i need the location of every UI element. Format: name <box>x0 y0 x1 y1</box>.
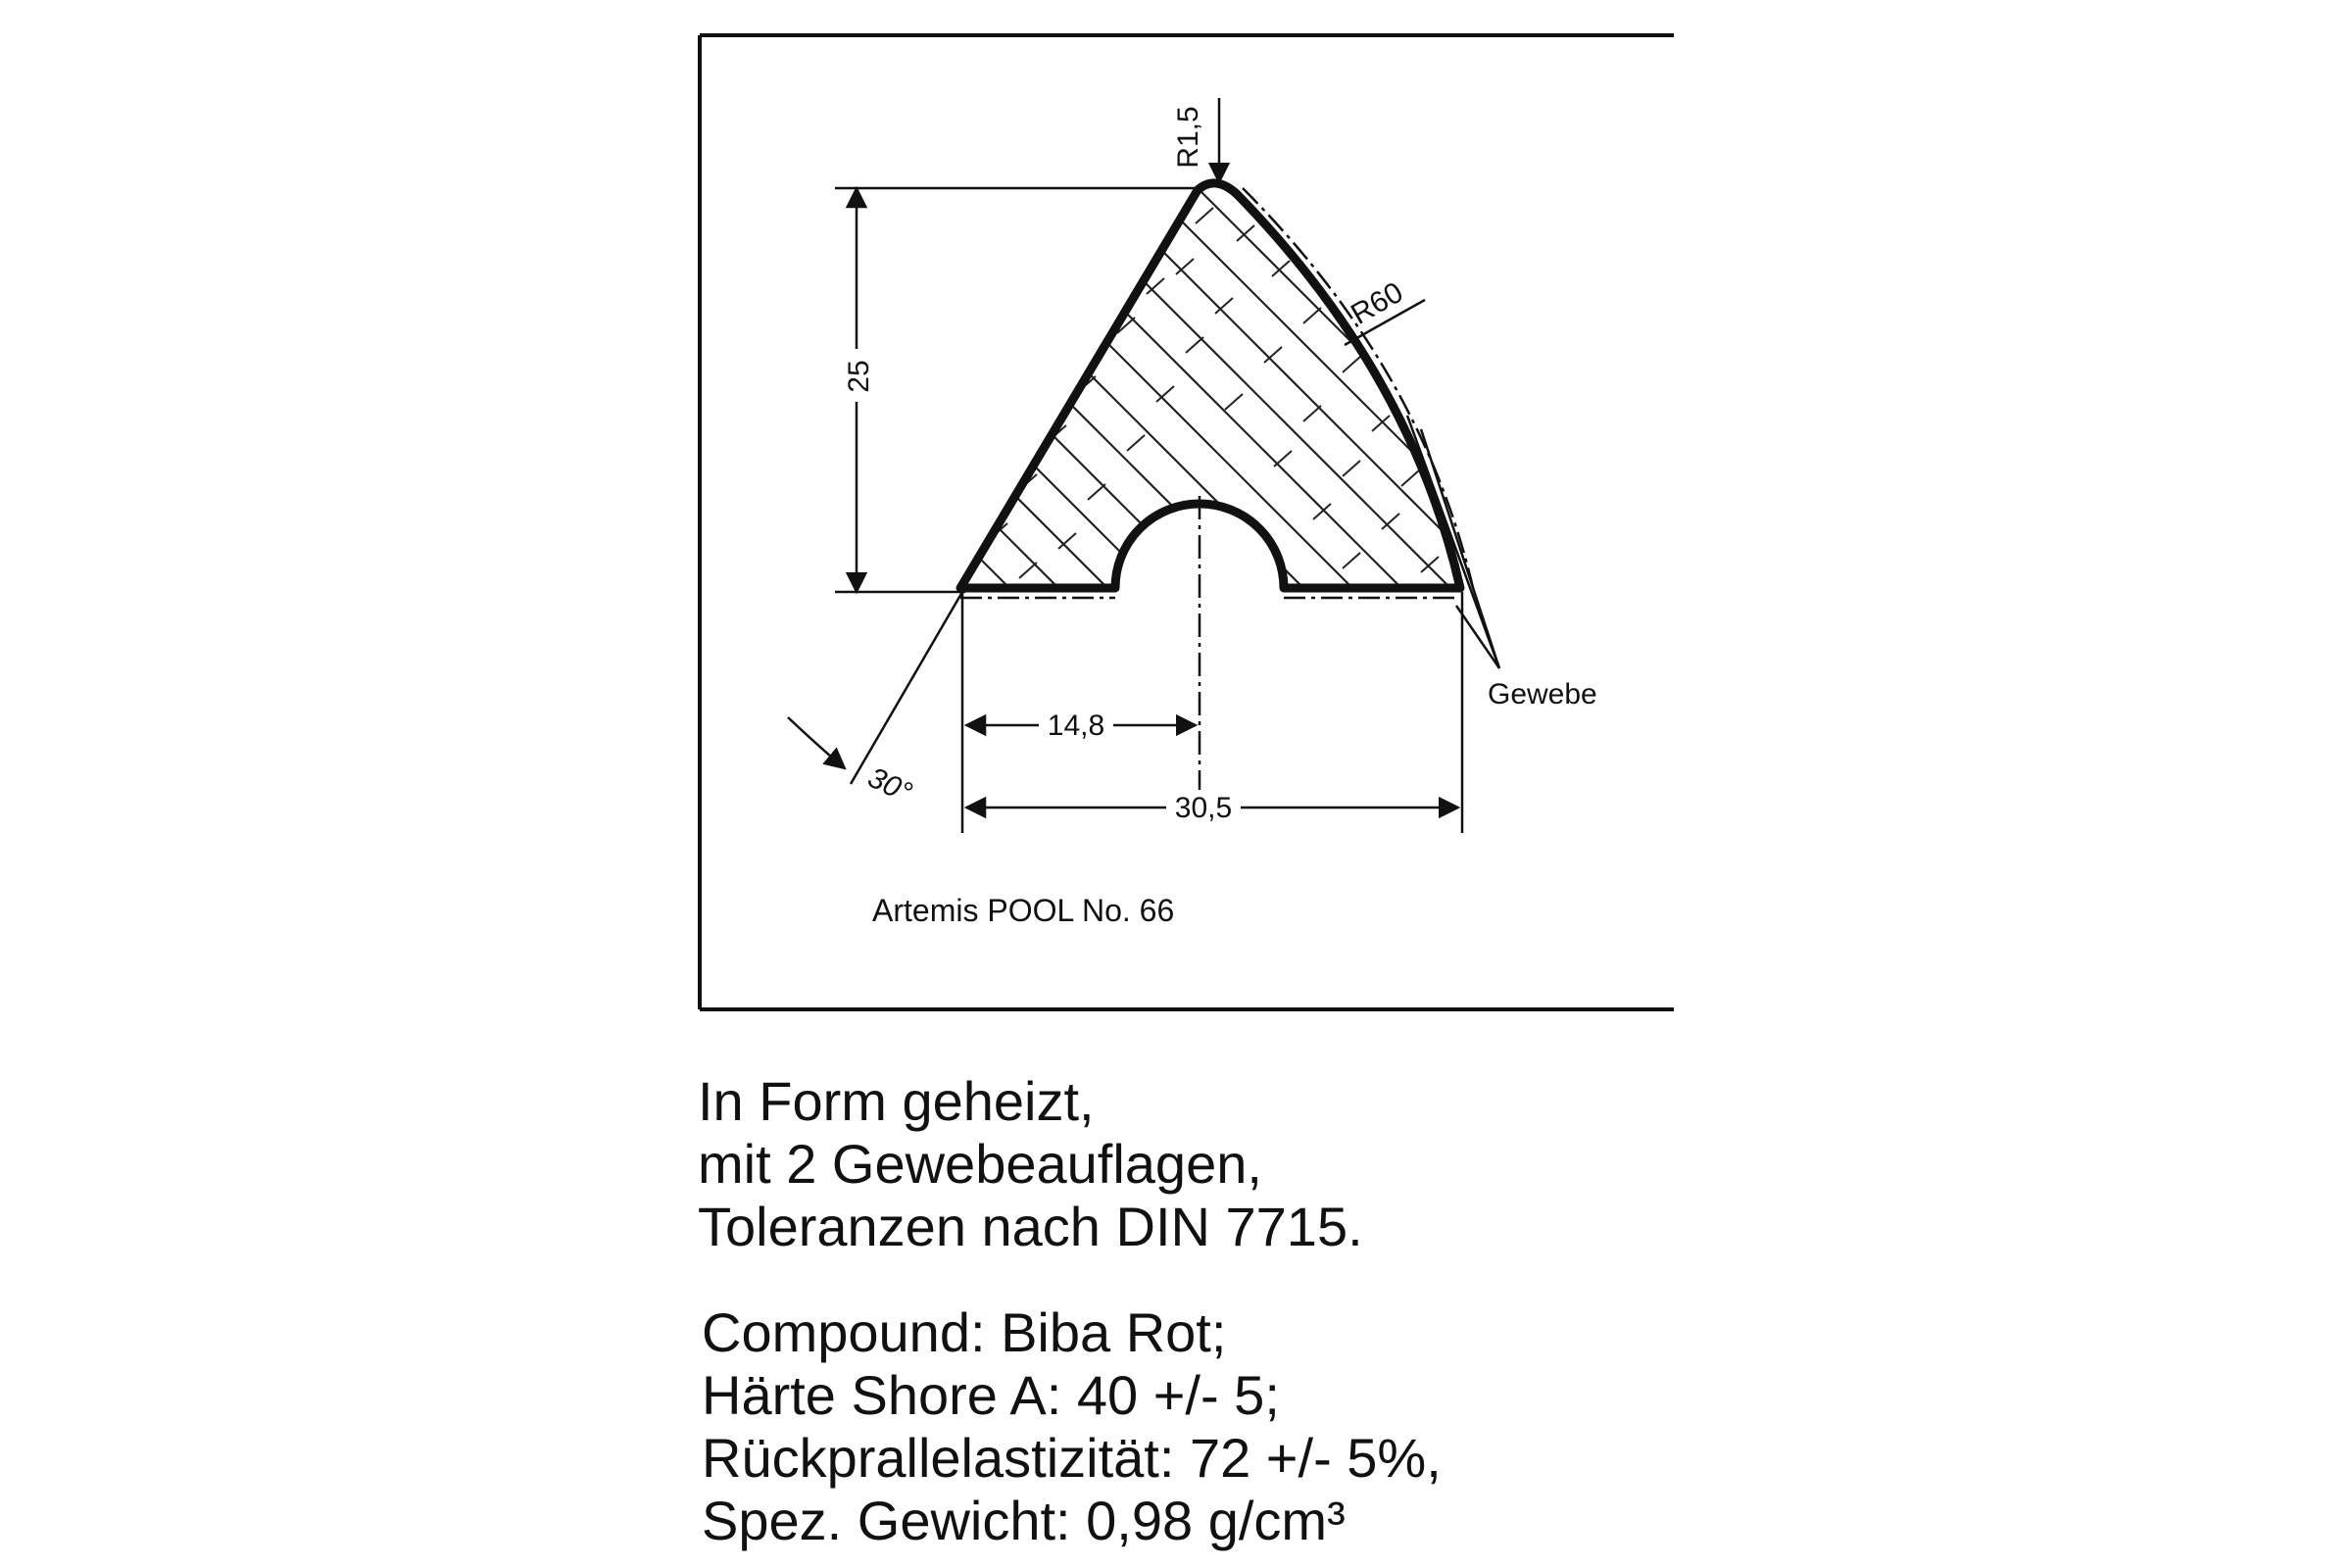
fabric-layer-lines <box>960 188 1474 598</box>
spec-density: Spez. Gewicht: 0,98 g/cm³ <box>702 1490 1346 1551</box>
spec-hardness: Härte Shore A: 40 +/- 5; <box>702 1364 1280 1426</box>
cross-hatching <box>588 167 1686 676</box>
fabric-callout-label: Gewebe <box>1488 678 1597 710</box>
half-width-dimension <box>966 708 1196 743</box>
top-radius-callout <box>1172 98 1219 182</box>
description-block <box>698 1070 1363 1258</box>
arc-radius-callout <box>1345 276 1425 345</box>
spec-compound: Compound: Biba Rot; <box>702 1301 1227 1363</box>
arc-radius-label: R60 <box>1346 275 1409 331</box>
description-line-2: mit 2 Gewebeauflagen, <box>698 1133 1262 1195</box>
angle-label: 30° <box>862 760 917 809</box>
width-dimension <box>966 790 1458 825</box>
specification-block <box>702 1301 1442 1552</box>
fabric-callout <box>1407 416 1499 668</box>
width-label: 30,5 <box>1174 792 1233 824</box>
height-dimension-label: 25 <box>843 360 875 393</box>
top-radius-label: R1,5 <box>1172 106 1204 169</box>
description-line-3: Toleranzen nach DIN 7715. <box>698 1196 1363 1257</box>
height-dimension <box>843 188 875 592</box>
spec-rebound: Rückprallelastizität: 72 +/- 5%, <box>702 1427 1442 1489</box>
drawing-caption: Artemis POOL No. 66 <box>872 893 1175 928</box>
description-line-1: In Form geheizt, <box>698 1070 1095 1132</box>
angle-dimension <box>788 717 917 809</box>
drawing-frame <box>700 35 1674 1009</box>
half-width-label: 14,8 <box>1047 710 1105 742</box>
